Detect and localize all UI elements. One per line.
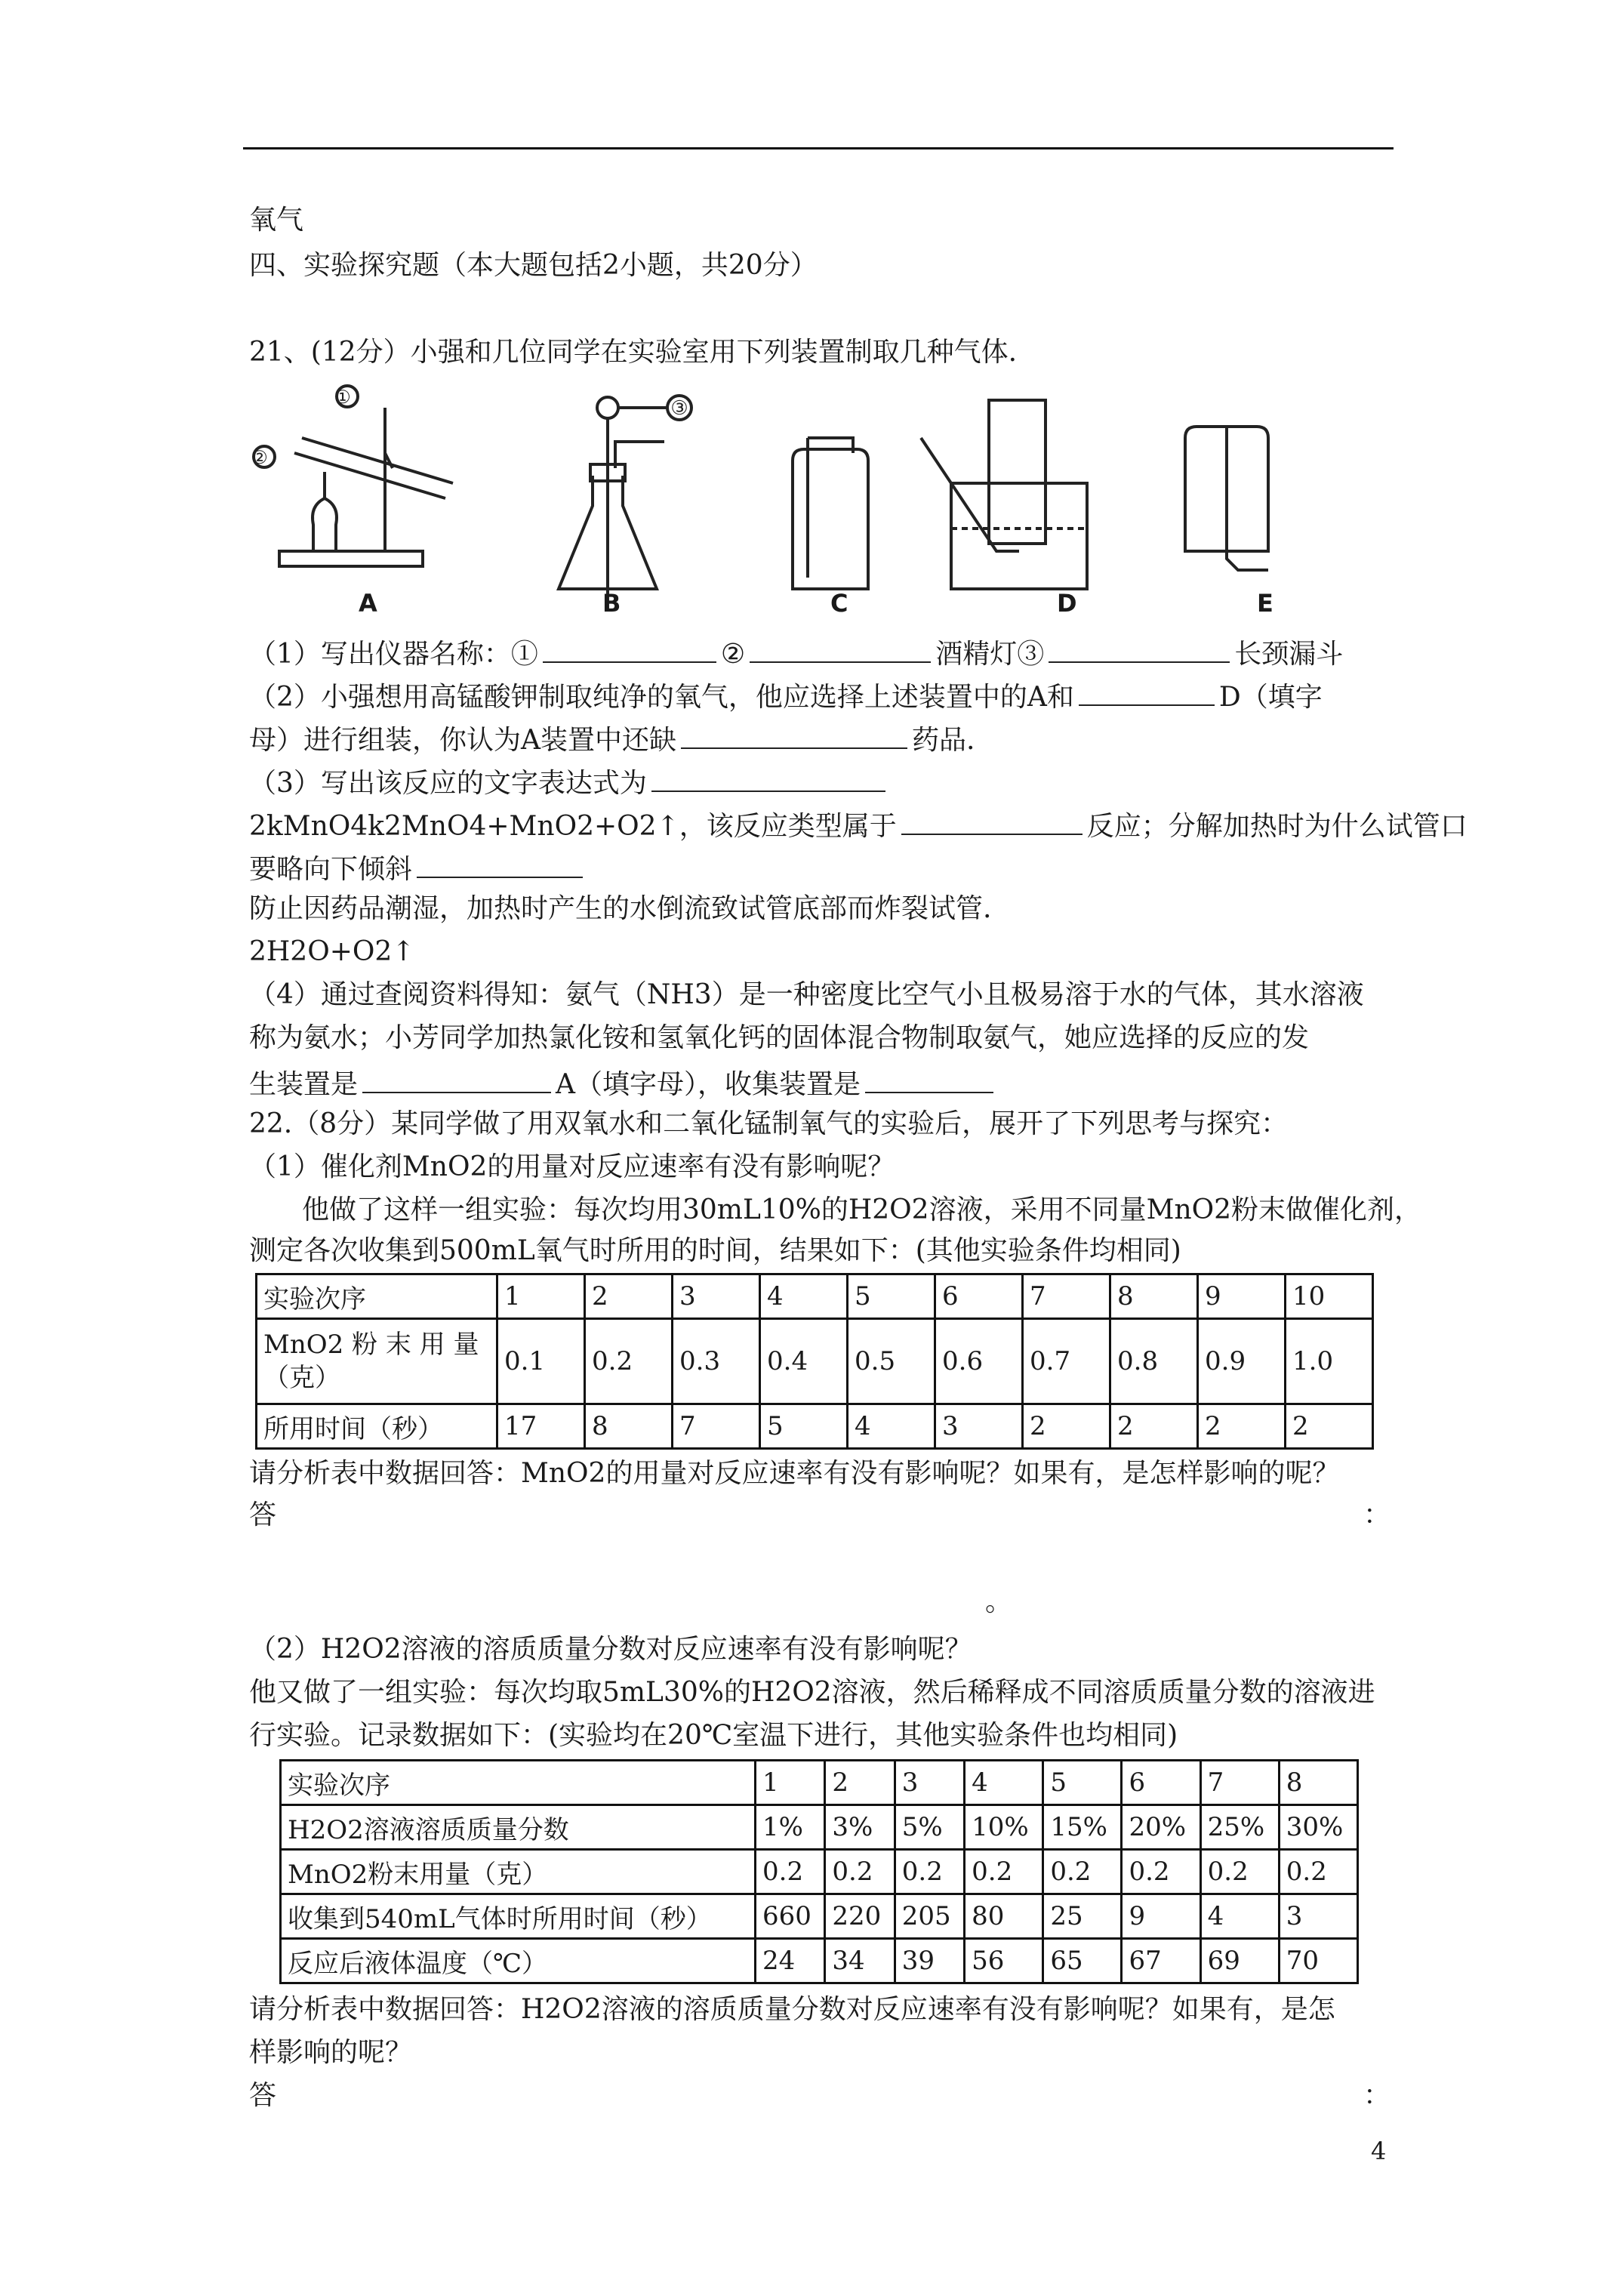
blank-7[interactable] <box>901 806 1083 835</box>
table-cell: 0.5 <box>848 1319 935 1404</box>
table-cell: 1 <box>497 1274 585 1319</box>
blank-8[interactable] <box>417 849 583 878</box>
table-row <box>257 1274 1373 1319</box>
table-cell: 0.7 <box>1023 1319 1110 1404</box>
blank-4[interactable] <box>1079 677 1215 706</box>
q21-part3-line3: 要略向下倾斜 <box>249 849 587 886</box>
table-cell: 3 <box>1279 1894 1357 1939</box>
q21-part4-line1: （4）通过查阅资料得知：氨气（NH3）是一种密度比空气小且极易溶于水的气体，其水溶液 <box>249 979 1364 1010</box>
table-cell: 0.2 <box>585 1319 673 1404</box>
table-cell: 6 <box>935 1274 1023 1319</box>
table-row <box>281 1761 1358 1805</box>
callout-1: ① <box>334 387 351 408</box>
table-cell: 20% <box>1122 1805 1200 1850</box>
apparatus-a <box>254 386 453 566</box>
table-cell: 10 <box>1286 1274 1373 1319</box>
table-cell: 65 <box>1043 1939 1122 1983</box>
table-cell: 9 <box>1198 1274 1286 1319</box>
apparatus-d <box>921 400 1087 589</box>
table-header-cell: 收集到540mL气体时所用时间（秒） <box>281 1894 756 1939</box>
table-header-cell: 实验次序 <box>257 1274 497 1319</box>
table-header-cell: 所用时间（秒） <box>257 1404 497 1449</box>
blank-6[interactable] <box>651 763 885 792</box>
table-row <box>257 1404 1373 1449</box>
table-cell: 4 <box>965 1761 1043 1805</box>
blank-1[interactable] <box>543 634 716 663</box>
table-cell: 15% <box>1043 1805 1122 1850</box>
section-title: 四、实验探究题（本大题包括2小题，共20分） <box>249 250 818 281</box>
table-cell: 8 <box>585 1404 673 1449</box>
q22-part2-prompt2: 样影响的呢？ <box>249 2037 413 2068</box>
answer-label-1: 答 <box>249 1499 277 1530</box>
q21-part1: （1）写出仪器名称：① ② 酒精灯③ 长颈漏斗 <box>249 634 1343 671</box>
figure-label-c: C <box>830 589 848 618</box>
table-cell: 3 <box>935 1404 1023 1449</box>
table-cell: 17 <box>497 1404 585 1449</box>
table-mno2-amount <box>255 1273 1374 1450</box>
answer-colon-2: ： <box>1363 2080 1391 2111</box>
blank-5[interactable] <box>681 720 907 749</box>
table-cell: 0.2 <box>965 1850 1043 1894</box>
table-cell: 7 <box>673 1404 760 1449</box>
table-cell: 0.6 <box>935 1319 1023 1404</box>
callout-3: ③ <box>670 397 688 420</box>
q22-part1-desc1: 他做了这样一组实验：每次均用30mL10%的H2O2溶液，采用不同量MnO2粉末做催化剂， <box>302 1194 1422 1225</box>
table-h2o2-concentration <box>279 1759 1359 1984</box>
table-cell: 25% <box>1200 1805 1279 1850</box>
table-cell: 1.0 <box>1286 1319 1373 1404</box>
q22-part2-desc2: 行实验。记录数据如下：(实验均在20℃室温下进行，其他实验条件也均相同) <box>249 1720 1178 1751</box>
answer-period-1: 。 <box>985 1586 1013 1617</box>
table-cell: 39 <box>895 1939 964 1983</box>
table-cell: 67 <box>1122 1939 1200 1983</box>
q22-part1-desc2: 测定各次收集到500mL氧气时所用的时间，结果如下：(其他实验条件均相同) <box>249 1235 1181 1266</box>
table-cell: 2 <box>1110 1404 1198 1449</box>
answer-label-2: 答 <box>249 2080 277 2111</box>
table-header-cell: 反应后液体温度（℃） <box>281 1939 756 1983</box>
page-number: 4 <box>1371 2137 1387 2165</box>
table-cell: 56 <box>965 1939 1043 1983</box>
q21-part2-line2: 母）进行组装，你认为A装置中还缺 药品. <box>249 720 975 757</box>
table-cell: 0.2 <box>756 1850 825 1894</box>
table-cell: 5 <box>760 1404 848 1449</box>
table-cell: 0.2 <box>1043 1850 1122 1894</box>
table-cell: 0.9 <box>1198 1319 1286 1404</box>
table-cell: 0.8 <box>1110 1319 1198 1404</box>
q21-part4-line3: 生装置是 A（填字母），收集装置是 <box>249 1065 998 1102</box>
table-cell: 69 <box>1200 1939 1279 1983</box>
table-header-cell: H2O2溶液溶质质量分数 <box>281 1805 756 1850</box>
header-rule <box>243 147 1394 149</box>
apparatus-c <box>793 438 868 589</box>
q22-part1-prompt: 请分析表中数据回答：MnO2的用量对反应速率有没有影响呢？如果有，是怎样影响的呢？ <box>249 1458 1340 1489</box>
table-cell: 0.2 <box>1279 1850 1357 1894</box>
table-cell: 7 <box>1200 1761 1279 1805</box>
q21-part3-line5: 2H2O+O2↑ <box>249 936 415 967</box>
q22-stem: 22.（8分）某同学做了用双氧水和二氧化锰制氧气的实验后，展开了下列思考与探究： <box>249 1108 1289 1139</box>
blank-2[interactable] <box>750 634 931 663</box>
table-cell: 7 <box>1023 1274 1110 1319</box>
q22-part1-question: （1）催化剂MnO2的用量对反应速率有没有影响呢？ <box>249 1151 895 1182</box>
table-cell: 80 <box>965 1894 1043 1939</box>
table-cell: 2 <box>585 1274 673 1319</box>
table-cell: 8 <box>1279 1761 1357 1805</box>
figure-label-a: A <box>359 589 377 618</box>
apparatus-figure <box>242 378 1313 634</box>
figure-label-e: E <box>1257 589 1273 618</box>
table-cell: 3 <box>673 1274 760 1319</box>
table-header-cell: 实验次序 <box>281 1761 756 1805</box>
q21-part3-line4: 防止因药品潮湿，加热时产生的水倒流致试管底部而炸裂试管. <box>249 893 992 924</box>
table-cell: 4 <box>760 1274 848 1319</box>
table-row <box>281 1894 1358 1939</box>
table-cell: 5% <box>895 1805 964 1850</box>
top-text: 氧气 <box>249 205 304 236</box>
table-cell: 9 <box>1122 1894 1200 1939</box>
q22-part2-desc1: 他又做了一组实验：每次均取5mL30%的H2O2溶液，然后稀释成不同溶质质量分数的溶液进 <box>249 1677 1375 1708</box>
table-cell: 660 <box>756 1894 825 1939</box>
callout-2: ② <box>251 447 268 468</box>
table-cell: 10% <box>965 1805 1043 1850</box>
table-cell: 0.1 <box>497 1319 585 1404</box>
q22-part2-question: （2）H2O2溶液的溶质质量分数对反应速率有没有影响呢？ <box>249 1634 972 1665</box>
table-row <box>281 1939 1358 1983</box>
table-cell: 2 <box>1286 1404 1373 1449</box>
table-cell: 2 <box>1198 1404 1286 1449</box>
table-row <box>281 1850 1358 1894</box>
table-row <box>257 1319 1373 1404</box>
table-cell: 220 <box>825 1894 895 1939</box>
apparatus-b <box>559 396 691 596</box>
table-cell: 3% <box>825 1805 895 1850</box>
table-cell: 0.4 <box>760 1319 848 1404</box>
table-cell: 0.2 <box>1200 1850 1279 1894</box>
table-cell: 1% <box>756 1805 825 1850</box>
q21-part3-line2: 2kMnO4k2MnO4+MnO2+O2↑，该反应类型属于 反应；分解加热时为什么试管口 <box>249 806 1467 843</box>
table-cell: 0.2 <box>895 1850 964 1894</box>
table-cell: 4 <box>848 1404 935 1449</box>
table-cell: 0.2 <box>825 1850 895 1894</box>
q21-part3-line1: （3）写出该反应的文字表达式为 <box>249 763 890 800</box>
table-cell: 205 <box>895 1894 964 1939</box>
table-cell: 2 <box>1023 1404 1110 1449</box>
table-cell: 34 <box>825 1939 895 1983</box>
blank-9[interactable] <box>362 1065 551 1093</box>
table-cell: 3 <box>895 1761 964 1805</box>
table-header-cell: MnO2粉末用量（克） <box>281 1850 756 1894</box>
answer-colon-1: ： <box>1363 1499 1391 1530</box>
table-cell: 30% <box>1279 1805 1357 1850</box>
table-cell: 25 <box>1043 1894 1122 1939</box>
q21-part4-line2: 称为氨水；小芳同学加热氯化铵和氢氧化钙的固体混合物制取氨气，她应选择的反应的发 <box>249 1022 1310 1053</box>
q22-part2-prompt1: 请分析表中数据回答：H2O2溶液的溶质质量分数对反应速率有没有影响呢？如果有，是怎 <box>249 1994 1335 2025</box>
table-header-cell: MnO2 粉 末 用 量 （克） <box>257 1319 497 1404</box>
figure-label-d: D <box>1057 589 1077 618</box>
table-cell: 2 <box>825 1761 895 1805</box>
table-cell: 0.2 <box>1122 1850 1200 1894</box>
table-cell: 4 <box>1200 1894 1279 1939</box>
apparatus-e <box>1185 427 1268 570</box>
table-cell: 1 <box>756 1761 825 1805</box>
figure-label-b: B <box>602 589 621 618</box>
table-cell: 5 <box>1043 1761 1122 1805</box>
table-cell: 24 <box>756 1939 825 1983</box>
table-cell: 6 <box>1122 1761 1200 1805</box>
table-cell: 70 <box>1279 1939 1357 1983</box>
blank-3[interactable] <box>1049 634 1230 663</box>
table-cell: 8 <box>1110 1274 1198 1319</box>
q21-stem: 21、(12分）小强和几位同学在实验室用下列装置制取几种气体. <box>249 337 1018 368</box>
table-row <box>281 1805 1358 1850</box>
q21-part2-line1: （2）小强想用高锰酸钾制取纯净的氧气，他应选择上述装置中的A和 D（填字 <box>249 677 1323 714</box>
table-cell: 5 <box>848 1274 935 1319</box>
table-cell: 0.3 <box>673 1319 760 1404</box>
blank-10[interactable] <box>865 1065 993 1093</box>
